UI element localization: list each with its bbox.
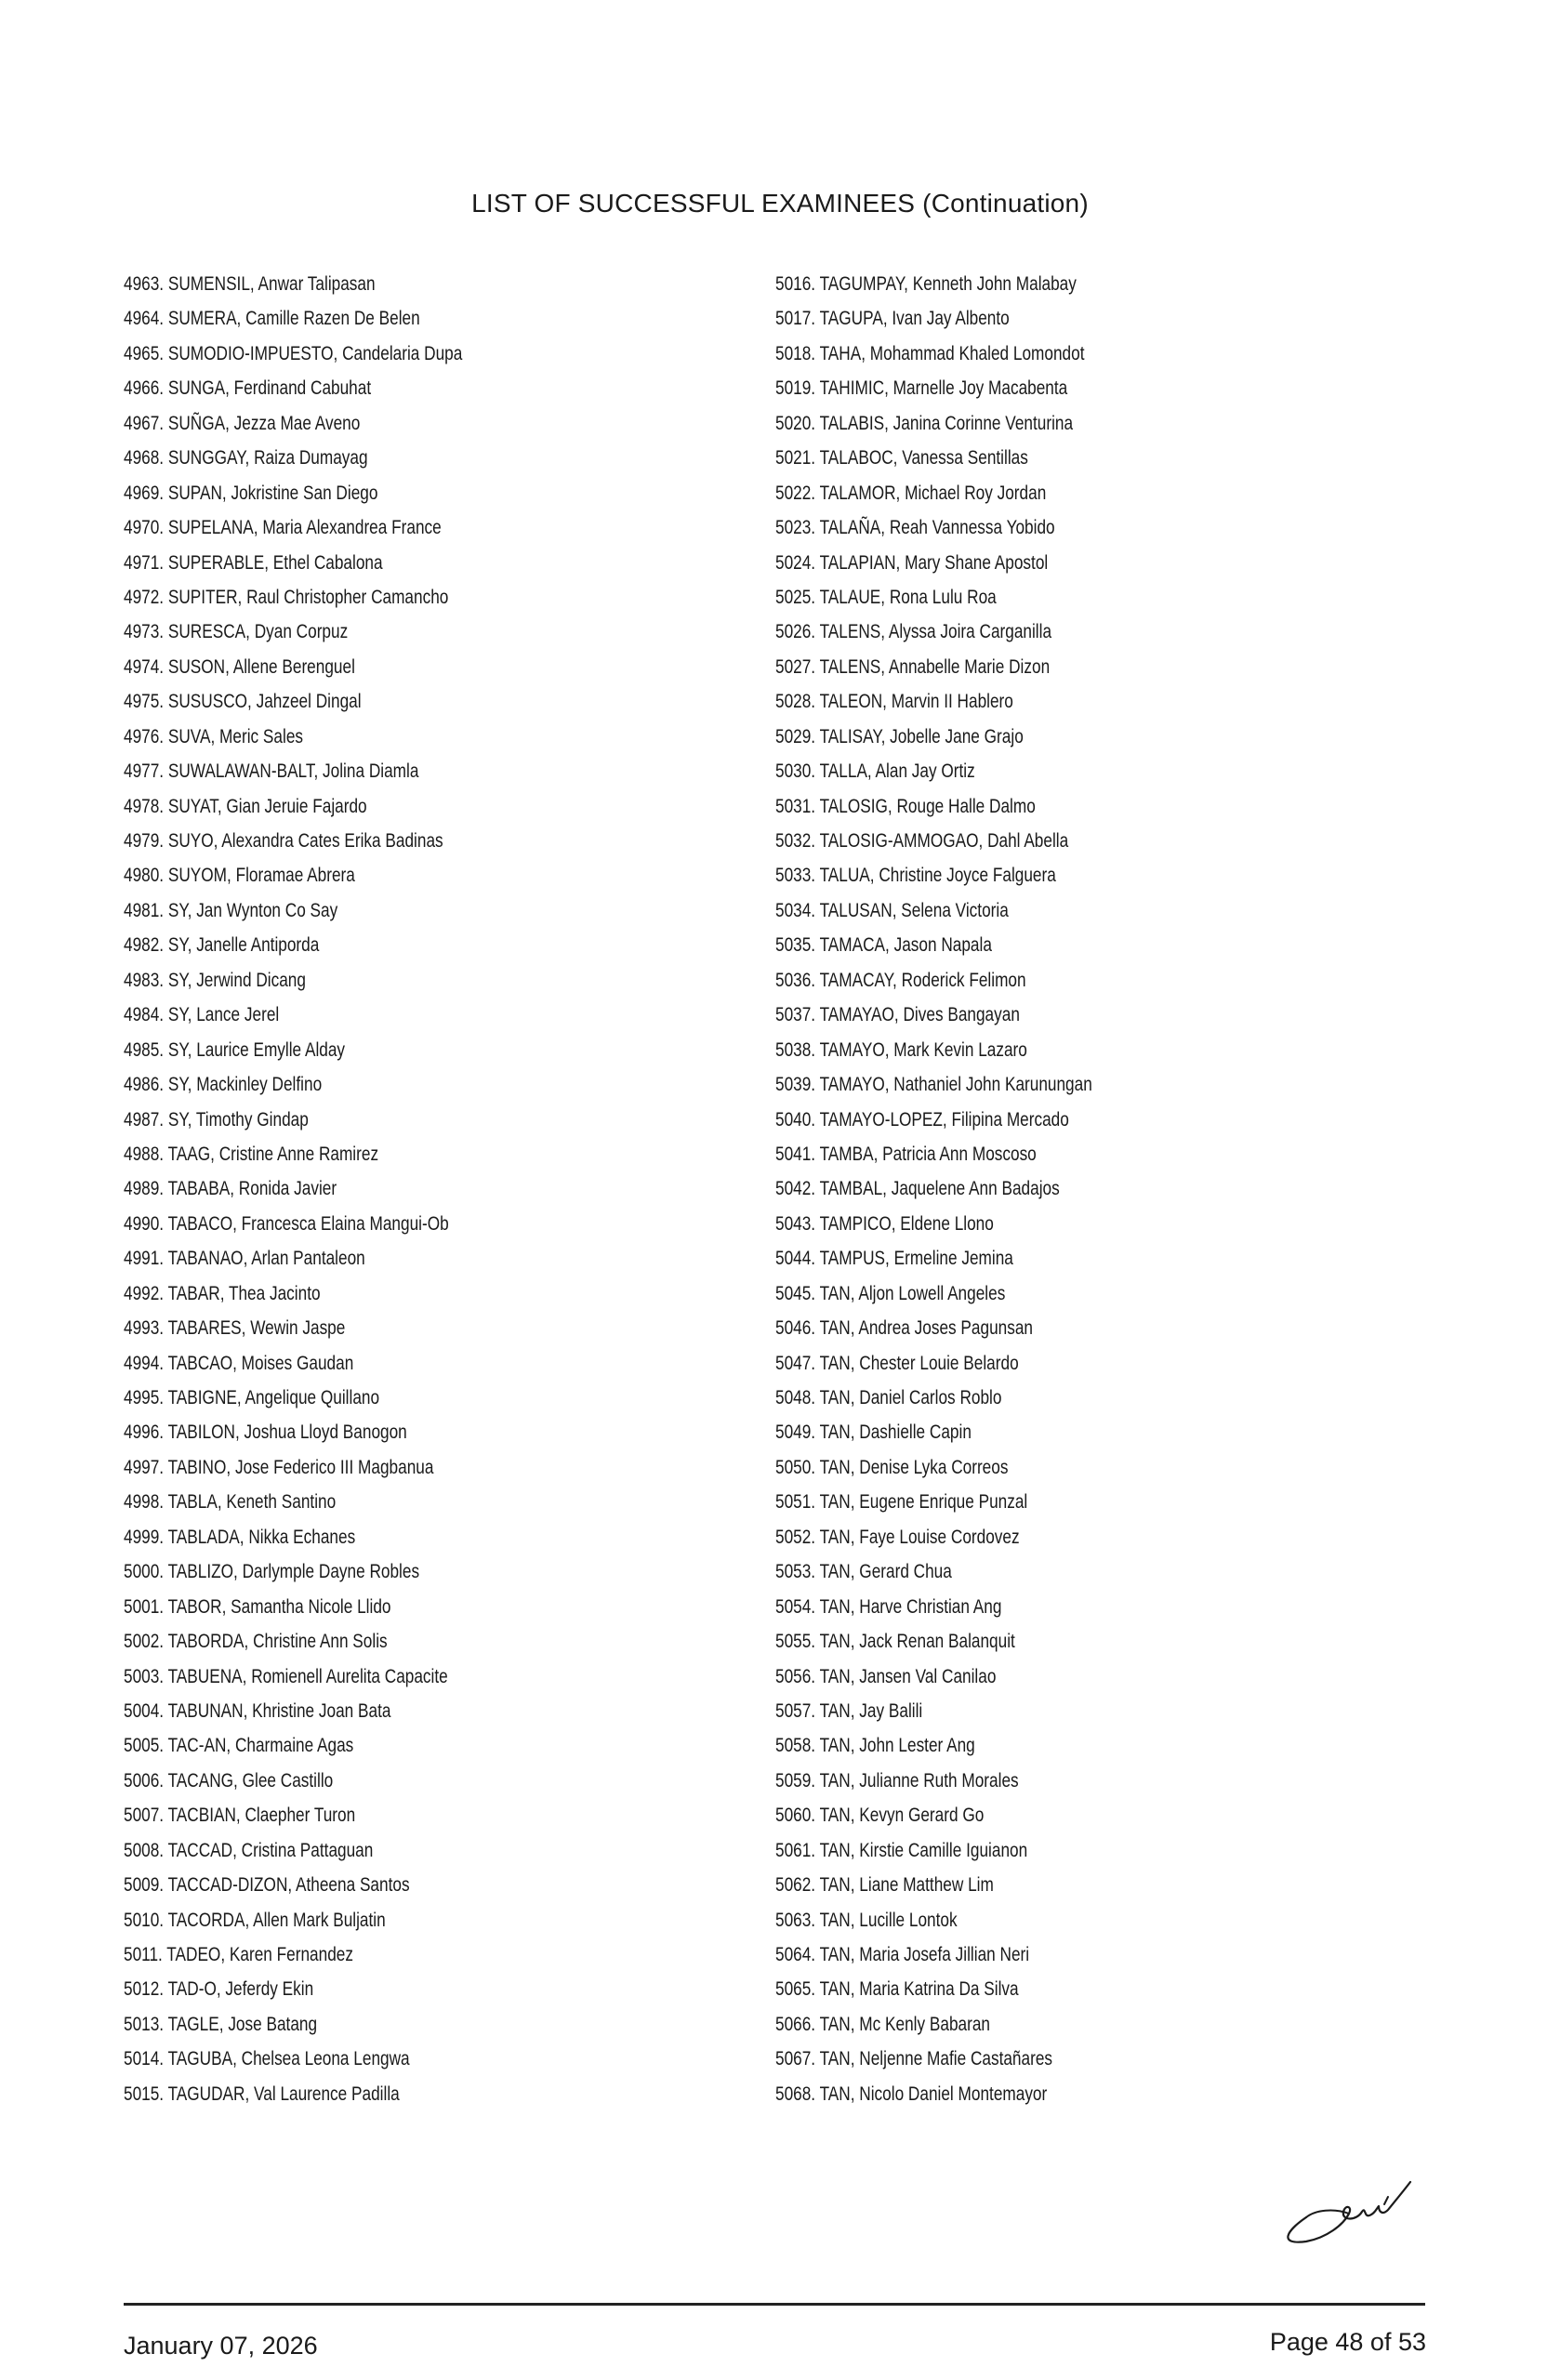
examinee-entry: 5064. TAN, Maria Josefa Jillian Neri <box>775 1944 1030 1965</box>
examinee-entry: 5039. TAMAYO, Nathaniel John Karunungan <box>775 1074 1092 1096</box>
examinee-entry: 5046. TAN, Andrea Joses Pagunsan <box>775 1317 1033 1340</box>
examinee-entry: 4972. SUPITER, Raul Christopher Camancho <box>124 586 449 608</box>
footer-page-number: Page 48 of 53 <box>1269 2328 1426 2356</box>
examinee-entry: 5063. TAN, Lucille Lontok <box>775 1909 958 1931</box>
examinee-entry: 5017. TAGUPA, Ivan Jay Albento <box>775 308 1010 330</box>
examinee-entry: 5028. TALEON, Marvin II Hablero <box>775 691 1013 713</box>
examinee-entry: 5041. TAMBA, Patricia Ann Moscoso <box>775 1143 1037 1165</box>
examinee-entry: 4978. SUYAT, Gian Jeruie Fajardo <box>124 795 367 817</box>
examinee-entry: 5022. TALAMOR, Michael Roy Jordan <box>775 482 1047 504</box>
examinee-entry: 5055. TAN, Jack Renan Balanquit <box>775 1631 1015 1653</box>
examinee-entry: 5058. TAN, John Lester Ang <box>775 1735 975 1757</box>
examinee-entry: 4983. SY, Jerwind Dicang <box>124 969 306 991</box>
examinee-entry: 5065. TAN, Maria Katrina Da Silva <box>775 1978 1019 2001</box>
examinee-entry: 4967. SUÑGA, Jezza Mae Aveno <box>124 412 361 434</box>
document-title: LIST OF SUCCESSFUL EXAMINEES (Continuation) <box>471 189 1089 218</box>
examinee-entry: 5006. TACANG, Glee Castillo <box>124 1769 334 1792</box>
examinee-entry: 4963. SUMENSIL, Anwar Talipasan <box>124 273 376 295</box>
examinee-entry: 5066. TAN, Mc Kenly Babaran <box>775 2013 991 2035</box>
examinee-entry: 5040. TAMAYO-LOPEZ, Filipina Mercado <box>775 1108 1069 1130</box>
examinee-entry: 4992. TABAR, Thea Jacinto <box>124 1282 321 1304</box>
examinee-entry: 4965. SUMODIO-IMPUESTO, Candelaria Dupa <box>124 342 463 364</box>
examinee-entry: 4990. TABACO, Francesca Elaina Mangui-Ob <box>124 1212 449 1235</box>
examinee-entry: 5001. TABOR, Samantha Nicole Llido <box>124 1595 391 1618</box>
examinee-entry: 5004. TABUNAN, Khristine Joan Bata <box>124 1699 391 1722</box>
examinee-entry: 4969. SUPAN, Jokristine San Diego <box>124 482 378 504</box>
examinee-entry: 5044. TAMPUS, Ermeline Jemina <box>775 1248 1013 1270</box>
examinee-entry: 4979. SUYO, Alexandra Cates Erika Badinas <box>124 830 443 852</box>
footer-date: January 07, 2026 <box>124 2332 318 2360</box>
examinee-entry: 5008. TACCAD, Cristina Pattaguan <box>124 1839 374 1861</box>
examinee-entry: 5030. TALLA, Alan Jay Ortiz <box>775 760 975 783</box>
examinee-entry: 5020. TALABIS, Janina Corinne Venturina <box>775 412 1074 434</box>
examinee-entry: 4991. TABANAO, Arlan Pantaleon <box>124 1248 365 1270</box>
examinee-entry: 5024. TALAPIAN, Mary Shane Apostol <box>775 551 1049 574</box>
examinee-entry: 5051. TAN, Eugene Enrique Punzal <box>775 1491 1028 1514</box>
examinee-entry: 5003. TABUENA, Romienell Aurelita Capacite <box>124 1665 448 1687</box>
examinee-entry: 5057. TAN, Jay Balili <box>775 1699 923 1722</box>
examinee-entry: 5021. TALABOC, Vanessa Sentillas <box>775 447 1028 469</box>
examinee-entry: 5060. TAN, Kevyn Gerard Go <box>775 1805 985 1827</box>
examinee-entry: 4998. TABLA, Keneth Santino <box>124 1491 337 1514</box>
examinee-entry: 5045. TAN, Aljon Lowell Angeles <box>775 1282 1006 1304</box>
examinee-entry: 5047. TAN, Chester Louie Belardo <box>775 1352 1019 1374</box>
examinee-entry: 5015. TAGUDAR, Val Laurence Padilla <box>124 2082 400 2105</box>
examinee-entry: 5034. TALUSAN, Selena Victoria <box>775 899 1009 921</box>
examinee-entry: 5054. TAN, Harve Christian Ang <box>775 1595 1002 1618</box>
examinee-entry: 5067. TAN, Neljenne Mafie Castañares <box>775 2048 1053 2070</box>
examinee-entry: 4985. SY, Laurice Emylle Alday <box>124 1038 346 1061</box>
examinee-entry: 4970. SUPELANA, Maria Alexandrea France <box>124 517 442 539</box>
examinee-entry: 5068. TAN, Nicolo Daniel Montemayor <box>775 2082 1048 2105</box>
examinee-entry: 5033. TALUA, Christine Joyce Falguera <box>775 865 1056 887</box>
examinee-entry: 5014. TAGUBA, Chelsea Leona Lengwa <box>124 2048 410 2070</box>
footer-divider <box>124 2303 1425 2306</box>
examinee-entry: 5053. TAN, Gerard Chua <box>775 1561 952 1583</box>
examinee-entry: 5036. TAMACAY, Roderick Felimon <box>775 969 1026 991</box>
examinee-entry: 4976. SUVA, Meric Sales <box>124 725 304 747</box>
examinee-entry: 5052. TAN, Faye Louise Cordovez <box>775 1526 1020 1548</box>
examinee-entry: 5026. TALENS, Alyssa Joira Carganilla <box>775 621 1052 643</box>
examinee-entry: 5061. TAN, Kirstie Camille Iguianon <box>775 1839 1028 1861</box>
examinee-entry: 5018. TAHA, Mohammad Khaled Lomondot <box>775 342 1085 364</box>
examinee-entry: 5062. TAN, Liane Matthew Lim <box>775 1874 994 1897</box>
examinee-entry: 4974. SUSON, Allene Berenguel <box>124 655 355 678</box>
examinee-entry: 4993. TABARES, Wewin Jaspe <box>124 1317 346 1340</box>
examinee-entry: 5002. TABORDA, Christine Ann Solis <box>124 1631 388 1653</box>
examinee-entry: 5038. TAMAYO, Mark Kevin Lazaro <box>775 1038 1027 1061</box>
examinee-entry: 5011. TADEO, Karen Fernandez <box>124 1944 353 1965</box>
examinee-entry: 5043. TAMPICO, Eldene Llono <box>775 1212 994 1235</box>
examinee-entry: 5042. TAMBAL, Jaquelene Ann Badajos <box>775 1178 1060 1200</box>
examinee-entry: 5032. TALOSIG-AMMOGAO, Dahl Abella <box>775 830 1069 852</box>
examinee-entry: 4981. SY, Jan Wynton Co Say <box>124 899 338 921</box>
examinee-entry: 5009. TACCAD-DIZON, Atheena Santos <box>124 1874 410 1897</box>
examinee-entry: 4986. SY, Mackinley Delfino <box>124 1074 323 1096</box>
examinee-entry: 5035. TAMACA, Jason Napala <box>775 934 992 957</box>
examinee-entry: 4996. TABILON, Joshua Lloyd Banogon <box>124 1421 407 1444</box>
examinee-entry: 4989. TABABA, Ronida Javier <box>124 1178 337 1200</box>
examinee-entry: 5012. TAD-O, Jeferdy Ekin <box>124 1978 314 2001</box>
examinee-entry: 4966. SUNGA, Ferdinand Cabuhat <box>124 377 372 400</box>
examinee-entry: 5027. TALENS, Annabelle Marie Dizon <box>775 655 1051 678</box>
examinee-entry: 5037. TAMAYAO, Dives Bangayan <box>775 1004 1020 1026</box>
examinee-entry: 4975. SUSUSCO, Jahzeel Dingal <box>124 691 362 713</box>
examinee-entry: 4987. SY, Timothy Gindap <box>124 1108 309 1130</box>
examinee-entry: 4973. SURESCA, Dyan Corpuz <box>124 621 349 643</box>
examinee-entry: 5025. TALAUE, Rona Lulu Roa <box>775 586 997 608</box>
examinee-entry: 5016. TAGUMPAY, Kenneth John Malabay <box>775 273 1077 295</box>
examinee-entry: 5059. TAN, Julianne Ruth Morales <box>775 1769 1019 1792</box>
examinee-entry: 5000. TABLIZO, Darlymple Dayne Robles <box>124 1561 420 1583</box>
examinee-entry: 5029. TALISAY, Jobelle Jane Grajo <box>775 725 1024 747</box>
examinee-list-right <box>775 270 1162 2114</box>
examinee-entry: 5010. TACORDA, Allen Mark Buljatin <box>124 1909 386 1931</box>
examinee-entry: 5005. TAC-AN, Charmaine Agas <box>124 1735 354 1757</box>
examinee-entry: 5007. TACBIAN, Claepher Turon <box>124 1805 356 1827</box>
examinee-entry: 5050. TAN, Denise Lyka Correos <box>775 1456 1009 1478</box>
examinee-entry: 5056. TAN, Jansen Val Canilao <box>775 1665 997 1687</box>
examinee-entry: 4977. SUWALAWAN-BALT, Jolina Diamla <box>124 760 419 783</box>
examinee-entry: 5048. TAN, Daniel Carlos Roblo <box>775 1387 1002 1408</box>
examinee-entry: 4994. TABCAO, Moises Gaudan <box>124 1352 354 1374</box>
examinee-list-left <box>124 270 536 2114</box>
examinee-entry: 5019. TAHIMIC, Marnelle Joy Macabenta <box>775 377 1068 400</box>
examinee-entry: 4995. TABIGNE, Angelique Quillano <box>124 1387 380 1408</box>
examinee-entry: 5013. TAGLE, Jose Batang <box>124 2013 318 2035</box>
examinee-entry: 5031. TALOSIG, Rouge Halle Dalmo <box>775 795 1036 817</box>
signature-image <box>1269 2152 1436 2254</box>
examinee-entry: 5023. TALAÑA, Reah Vannessa Yobido <box>775 517 1055 539</box>
examinee-entry: 4964. SUMERA, Camille Razen De Belen <box>124 308 420 330</box>
examinee-entry: 4984. SY, Lance Jerel <box>124 1004 280 1026</box>
examinee-entry: 4982. SY, Janelle Antiporda <box>124 934 320 957</box>
examinee-entry: 5049. TAN, Dashielle Capin <box>775 1421 972 1444</box>
examinee-entry: 4997. TABINO, Jose Federico III Magbanua <box>124 1456 434 1478</box>
examinee-entry: 4968. SUNGGAY, Raiza Dumayag <box>124 447 368 469</box>
examinee-entry: 4971. SUPERABLE, Ethel Cabalona <box>124 551 383 574</box>
examinee-entry: 4988. TAAG, Cristine Anne Ramirez <box>124 1143 379 1165</box>
examinee-entry: 4999. TABLADA, Nikka Echanes <box>124 1526 356 1548</box>
examinee-entry: 4980. SUYOM, Floramae Abrera <box>124 865 355 887</box>
